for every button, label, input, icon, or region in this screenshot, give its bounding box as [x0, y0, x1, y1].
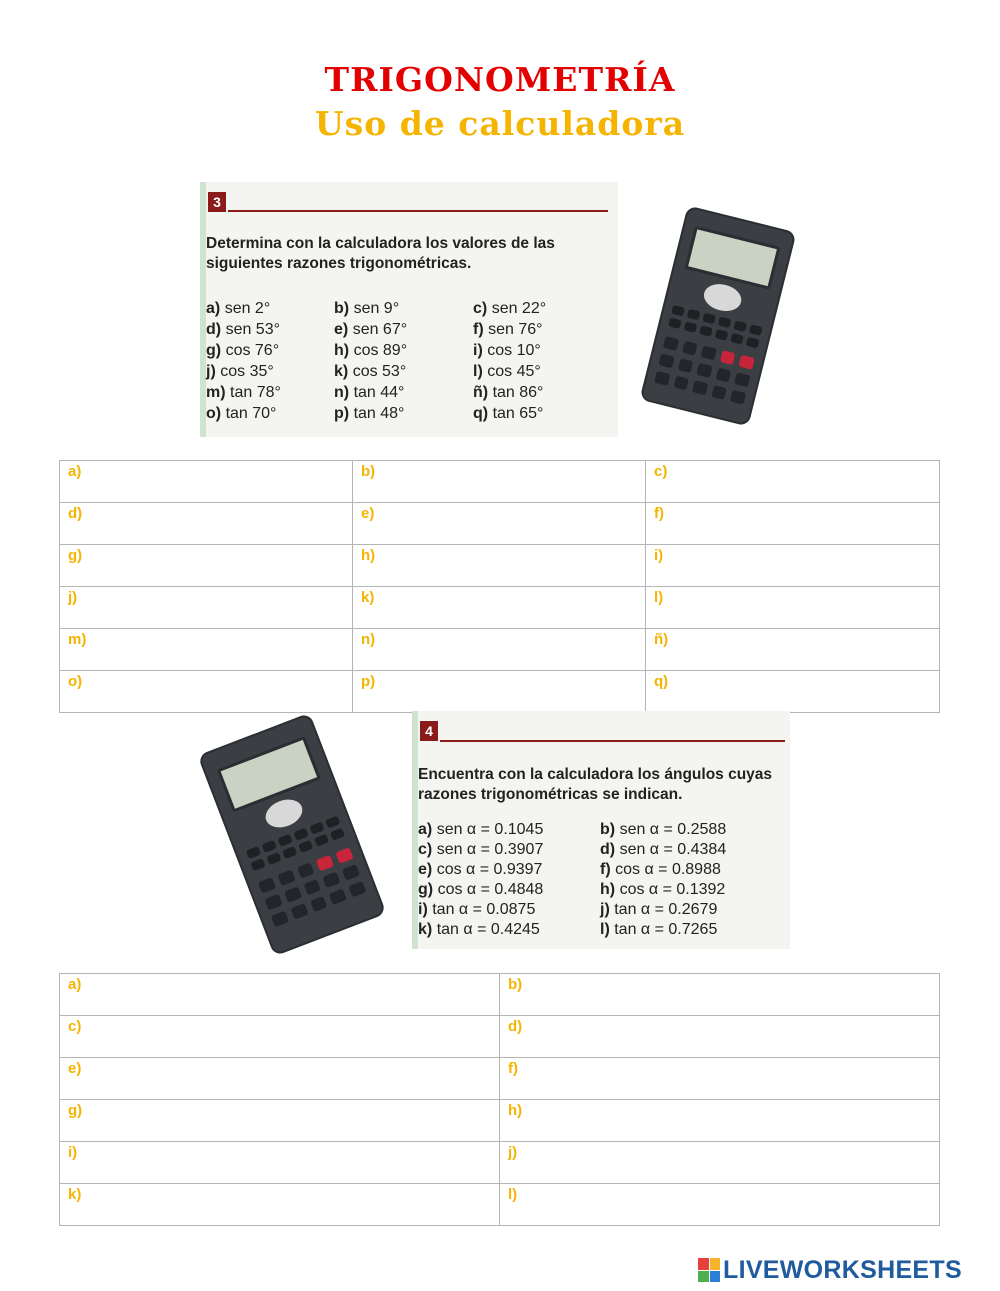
- exercise-item: d) sen α = 0.4384: [600, 841, 727, 858]
- exercise-number: 3: [208, 192, 226, 212]
- exercise-item: e) sen 67°: [334, 321, 408, 338]
- answer-cell[interactable]: c): [646, 461, 940, 503]
- exercise-instruction: Encuentra con la calculadora los ángulos cuyas razones trigonométricas se indican.: [418, 766, 773, 803]
- answer-cell[interactable]: d): [60, 503, 353, 545]
- exercise-item: i) cos 10°: [473, 342, 541, 359]
- exercise-item: n) tan 44°: [334, 384, 405, 401]
- answer-cell[interactable]: l): [500, 1184, 940, 1226]
- exercise-item: c) sen 22°: [473, 300, 547, 317]
- exercise-item: q) tan 65°: [473, 405, 544, 422]
- answer-cell[interactable]: q): [646, 671, 940, 713]
- exercise-item: f) sen 76°: [473, 321, 543, 338]
- answer-cell[interactable]: ñ): [646, 629, 940, 671]
- exercise-item: a) sen α = 0.1045: [418, 821, 544, 838]
- answer-cell[interactable]: b): [353, 461, 646, 503]
- answer-cell[interactable]: n): [353, 629, 646, 671]
- answer-cell[interactable]: g): [60, 1100, 500, 1142]
- exercise-item: e) cos α = 0.9397: [418, 861, 543, 878]
- exercise-item: a) sen 2°: [206, 300, 271, 317]
- answer-cell[interactable]: p): [353, 671, 646, 713]
- exercise-item: l) cos 45°: [473, 363, 541, 380]
- exercise-4-image: [412, 711, 790, 949]
- calculator-image: [197, 713, 386, 957]
- exercise-item: b) sen 9°: [334, 300, 400, 317]
- exercise-item: ñ) tan 86°: [473, 384, 544, 401]
- answer-cell[interactable]: j): [500, 1142, 940, 1184]
- answer-cell[interactable]: o): [60, 671, 353, 713]
- exercise-item: h) cos α = 0.1392: [600, 881, 726, 898]
- logo-blocks-icon: [698, 1258, 720, 1282]
- exercise-instruction: Determina con la calculadora los valores de las siguientes razones trigonométricas.: [206, 235, 555, 272]
- answer-cell[interactable]: k): [60, 1184, 500, 1226]
- liveworksheets-logo[interactable]: [698, 1255, 962, 1285]
- exercise-item: d) sen 53°: [206, 321, 280, 338]
- answer-cell[interactable]: k): [353, 587, 646, 629]
- answer-cell[interactable]: j): [60, 587, 353, 629]
- answer-cell[interactable]: b): [500, 974, 940, 1016]
- exercise-item: c) sen α = 0.3907: [418, 841, 544, 858]
- answer-table-3: [59, 460, 940, 713]
- answer-table-4: [59, 973, 940, 1226]
- exercise-number: 4: [420, 721, 438, 741]
- answer-cell[interactable]: f): [500, 1058, 940, 1100]
- answer-cell[interactable]: f): [646, 503, 940, 545]
- calculator-image: [639, 205, 796, 426]
- answer-cell[interactable]: h): [500, 1100, 940, 1142]
- answer-cell[interactable]: m): [60, 629, 353, 671]
- answer-cell[interactable]: e): [353, 503, 646, 545]
- exercise-item: f) cos α = 0.8988: [600, 861, 721, 878]
- answer-cell[interactable]: d): [500, 1016, 940, 1058]
- exercise-item: b) sen α = 0.2588: [600, 821, 727, 838]
- exercise-item: o) tan 70°: [206, 405, 277, 422]
- exercise-item: k) tan α = 0.4245: [418, 921, 540, 938]
- exercise-item: k) cos 53°: [334, 363, 407, 380]
- exercise-item: g) cos 76°: [206, 342, 280, 359]
- answer-cell[interactable]: c): [60, 1016, 500, 1058]
- answer-cell[interactable]: a): [60, 974, 500, 1016]
- page-subtitle: Uso de calculadora: [314, 104, 686, 143]
- answer-cell[interactable]: a): [60, 461, 353, 503]
- exercise-item: j) cos 35°: [206, 363, 274, 380]
- answer-cell[interactable]: i): [60, 1142, 500, 1184]
- brand-name: LIVEWORKSHEETS: [723, 1255, 962, 1284]
- exercise-item: h) cos 89°: [334, 342, 408, 359]
- exercise-item: l) tan α = 0.7265: [600, 921, 718, 938]
- exercise-item: j) tan α = 0.2679: [600, 901, 718, 918]
- answer-cell[interactable]: l): [646, 587, 940, 629]
- exercise-3-image: [200, 182, 618, 437]
- answer-cell[interactable]: h): [353, 545, 646, 587]
- exercise-item: i) tan α = 0.0875: [418, 901, 536, 918]
- exercise-item: g) cos α = 0.4848: [418, 881, 544, 898]
- exercise-item: p) tan 48°: [334, 405, 405, 422]
- exercise-item: m) tan 78°: [206, 384, 281, 401]
- page-title: TRIGONOMETRÍA: [324, 60, 676, 99]
- answer-cell[interactable]: e): [60, 1058, 500, 1100]
- answer-cell[interactable]: i): [646, 545, 940, 587]
- answer-cell[interactable]: g): [60, 545, 353, 587]
